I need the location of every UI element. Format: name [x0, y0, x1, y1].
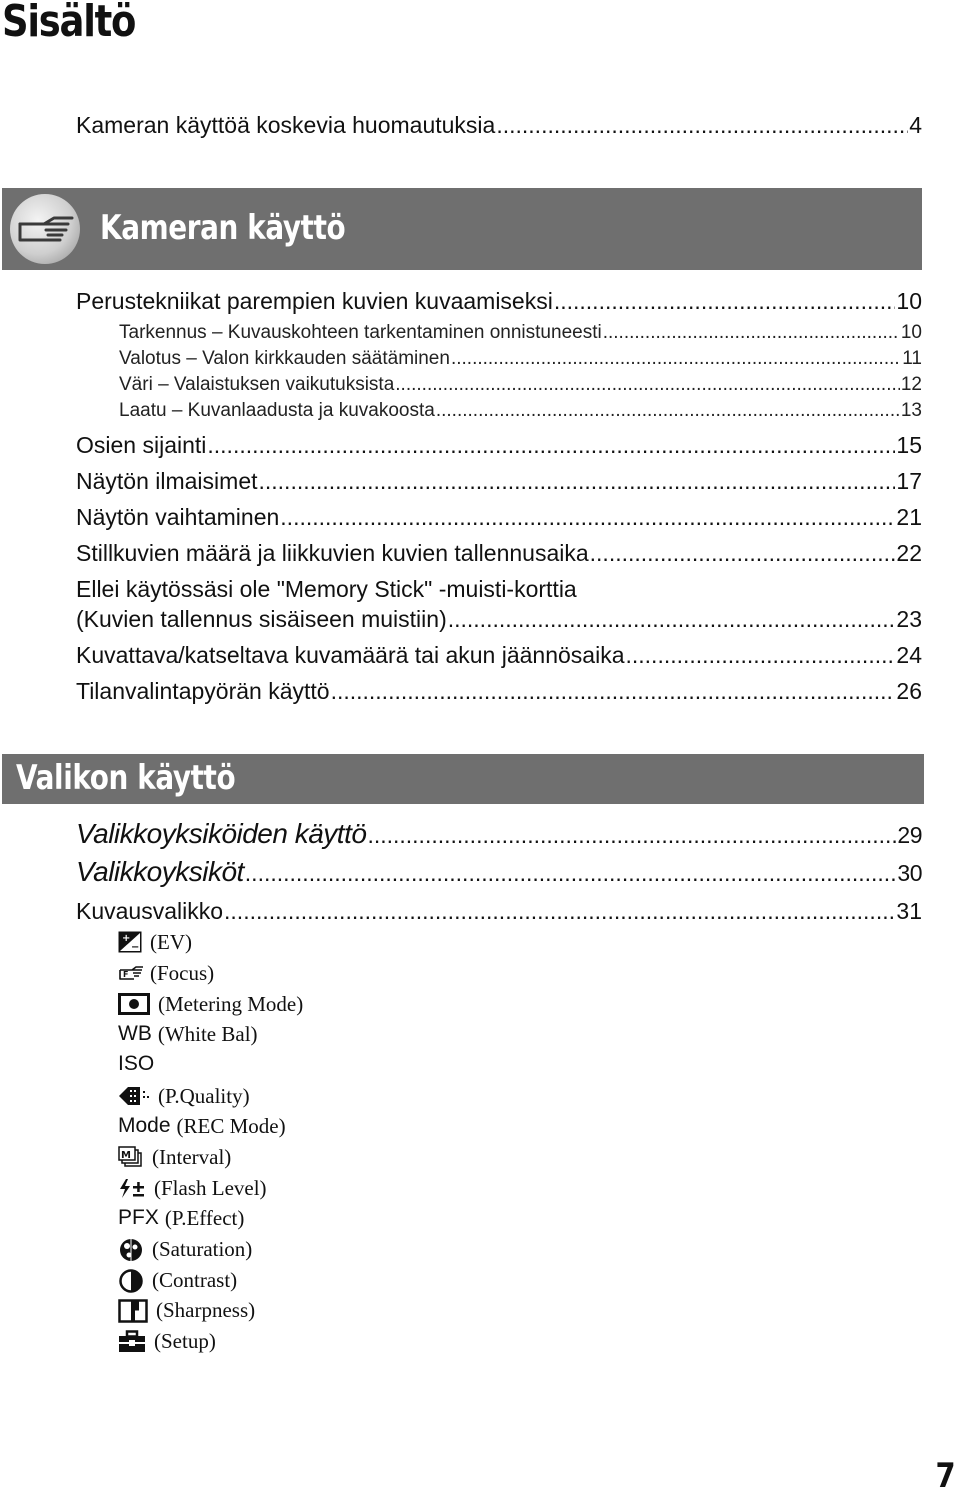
toc-entry-page: 30	[897, 860, 922, 886]
menu-item-label: (Flash Level)	[154, 1175, 267, 1200]
toc-entry-page: 12	[900, 374, 922, 395]
dot-leader	[224, 898, 895, 925]
menu-item-saturation[interactable]	[118, 1235, 252, 1263]
menu-item-setup[interactable]	[118, 1327, 216, 1355]
menu-item-label: (P.Effect)	[164, 1205, 245, 1230]
section-title: Kameran käyttö	[100, 208, 346, 248]
menu-item-abbr: ISO	[118, 1052, 155, 1075]
toc-entry[interactable]	[76, 432, 922, 459]
toc-entry-first-line[interactable]: Ellei käytössäsi ole "Memory Stick" -muisti-korttia	[76, 576, 577, 602]
flash-level-icon	[118, 1177, 146, 1199]
toc-entry-page: 23	[896, 606, 922, 632]
menu-item-label: (Saturation)	[152, 1236, 253, 1261]
menu-item-contrast[interactable]	[118, 1266, 237, 1294]
toc-entry-label: Valotus – Valon kirkkauden säätäminen	[119, 348, 450, 369]
svg-text:−: −	[131, 942, 140, 953]
quality-icon	[118, 1085, 150, 1107]
dot-leader	[496, 112, 908, 139]
menu-item-metering-mode[interactable]	[118, 990, 303, 1018]
menu-item-abbr: WB	[118, 1022, 152, 1045]
svg-text:F: F	[123, 970, 129, 979]
toc-entry[interactable]	[76, 606, 922, 633]
sharpness-icon	[118, 1299, 148, 1321]
menu-item-label: (White Bal)	[157, 1021, 258, 1046]
toc-entry-label: Kuvausvalikko	[76, 898, 224, 924]
toc-entry-label: Stillkuvien määrä ja liikkuvien kuvien tallennusaika	[76, 540, 589, 566]
dot-leader	[448, 606, 896, 633]
toc-entry-label: Kuvattava/katseltava kuvamäärä tai akun jäännösaika	[76, 642, 625, 668]
page-title: Sisältö	[2, 0, 136, 47]
menu-item-white-bal[interactable]	[118, 1020, 258, 1048]
toc-entry-page: 17	[896, 468, 922, 494]
toc-entry-label: Näytön ilmaisimet	[76, 468, 258, 494]
toc-entry[interactable]	[76, 856, 922, 888]
dot-leader	[590, 540, 896, 567]
menu-item-label: (Interval)	[152, 1144, 232, 1169]
menu-item-sharpness[interactable]	[118, 1296, 255, 1324]
toc-entry[interactable]	[76, 540, 922, 567]
dot-leader	[280, 504, 895, 531]
menu-item-abbr: PFX	[118, 1206, 159, 1229]
toc-entry-page: 21	[896, 504, 922, 530]
toc-subentry[interactable]	[119, 374, 922, 396]
menu-item-label: (REC Mode)	[176, 1113, 286, 1138]
toc-subentry[interactable]	[119, 400, 922, 422]
svg-text:M: M	[121, 1150, 131, 1161]
setup-icon	[118, 1330, 146, 1352]
toc-entry[interactable]	[76, 898, 922, 925]
menu-item-label: (EV)	[150, 929, 192, 954]
toc-entry-page: 15	[896, 432, 922, 458]
menu-item-flash-level[interactable]	[118, 1174, 267, 1202]
menu-item-label: (Contrast)	[152, 1267, 238, 1292]
toc-entry-label: Väri – Valaistuksen vaikutuksista	[119, 374, 395, 395]
toc-entry-page: 31	[896, 898, 922, 924]
toc-entry[interactable]	[76, 642, 922, 669]
page-number: 7	[935, 1456, 956, 1496]
metering-icon	[118, 993, 150, 1015]
dot-leader	[331, 678, 896, 705]
dot-leader	[436, 400, 900, 422]
dot-leader	[395, 374, 900, 396]
toc-entry-page: 26	[896, 678, 922, 704]
hand-pointer-icon	[10, 194, 80, 264]
toc-entry-page: 11	[902, 348, 922, 369]
dot-leader	[367, 822, 896, 849]
toc-entry-label: Laatu – Kuvanlaadusta ja kuvakoosta	[119, 400, 435, 421]
menu-item-label: (P.Quality)	[158, 1083, 250, 1108]
menu-item-focus[interactable]	[118, 959, 214, 987]
toc-entry-page: 10	[896, 288, 922, 314]
dot-leader	[451, 348, 901, 370]
toc-entry-page: 4	[909, 112, 922, 138]
toc-entry[interactable]	[76, 288, 922, 315]
toc-entry-label: Valikkoyksiköt	[76, 856, 244, 887]
toc-entry-label: Näytön vaihtaminen	[76, 504, 280, 530]
dot-leader	[603, 322, 900, 344]
menu-item-label: (Sharpness)	[156, 1297, 256, 1322]
toc-subentry[interactable]	[119, 348, 922, 370]
menu-item-p-quality[interactable]	[118, 1082, 250, 1110]
toc-entry[interactable]	[76, 504, 922, 531]
dot-leader	[207, 432, 895, 459]
toc-entry[interactable]	[76, 468, 922, 495]
menu-item-ev[interactable]	[118, 928, 192, 956]
toc-entry-label: (Kuvien tallennus sisäiseen muistiin)	[76, 606, 447, 632]
dot-leader	[554, 288, 896, 315]
dot-leader	[245, 860, 897, 887]
menu-item-label: (Metering Mode)	[158, 991, 304, 1016]
toc-entry-label: Kameran käyttöä koskevia huomautuksia	[76, 112, 496, 138]
focus-icon	[118, 962, 142, 984]
toc-subentry[interactable]	[119, 322, 922, 344]
menu-item-label: (Focus)	[150, 960, 215, 985]
section-header-kameran-kaytto	[2, 188, 922, 270]
menu-item-p-effect[interactable]	[118, 1204, 244, 1232]
svg-text:+: +	[122, 933, 131, 944]
toc-entry-page: 10	[900, 322, 922, 343]
interval-icon	[118, 1146, 144, 1168]
menu-item-abbr: Mode	[118, 1114, 171, 1137]
toc-entry-page: 29	[897, 822, 922, 848]
menu-item-label: (Setup)	[154, 1328, 216, 1353]
toc-entry[interactable]	[76, 818, 922, 850]
toc-entry-page: 13	[900, 400, 922, 421]
toc-entry-label: Tilanvalintapyörän käyttö	[76, 678, 330, 704]
toc-entry-page: 24	[896, 642, 922, 668]
menu-item-interval[interactable]	[118, 1143, 231, 1171]
toc-entry-label: Osien sijainti	[76, 432, 207, 458]
menu-item-rec-mode[interactable]	[118, 1112, 286, 1140]
dot-leader	[626, 642, 896, 669]
saturation-icon	[118, 1238, 144, 1260]
section-header-valikon-kaytto	[2, 754, 924, 804]
toc-entry-label: Perustekniikat parempien kuvien kuvaamiseksi	[76, 288, 553, 314]
ev-icon	[118, 931, 142, 953]
toc-entry[interactable]	[76, 112, 922, 139]
toc-entry[interactable]	[76, 678, 922, 705]
toc-entry-label: Tarkennus – Kuvauskohteen tarkentaminen onnistuneesti	[119, 322, 602, 343]
toc-entry-label: Valikkoyksiköiden käyttö	[76, 818, 367, 849]
menu-item-iso[interactable]	[118, 1050, 160, 1078]
section-title: Valikon käyttö	[16, 758, 236, 798]
dot-leader	[259, 468, 896, 495]
toc-entry-page: 22	[896, 540, 922, 566]
contrast-icon	[118, 1269, 144, 1291]
